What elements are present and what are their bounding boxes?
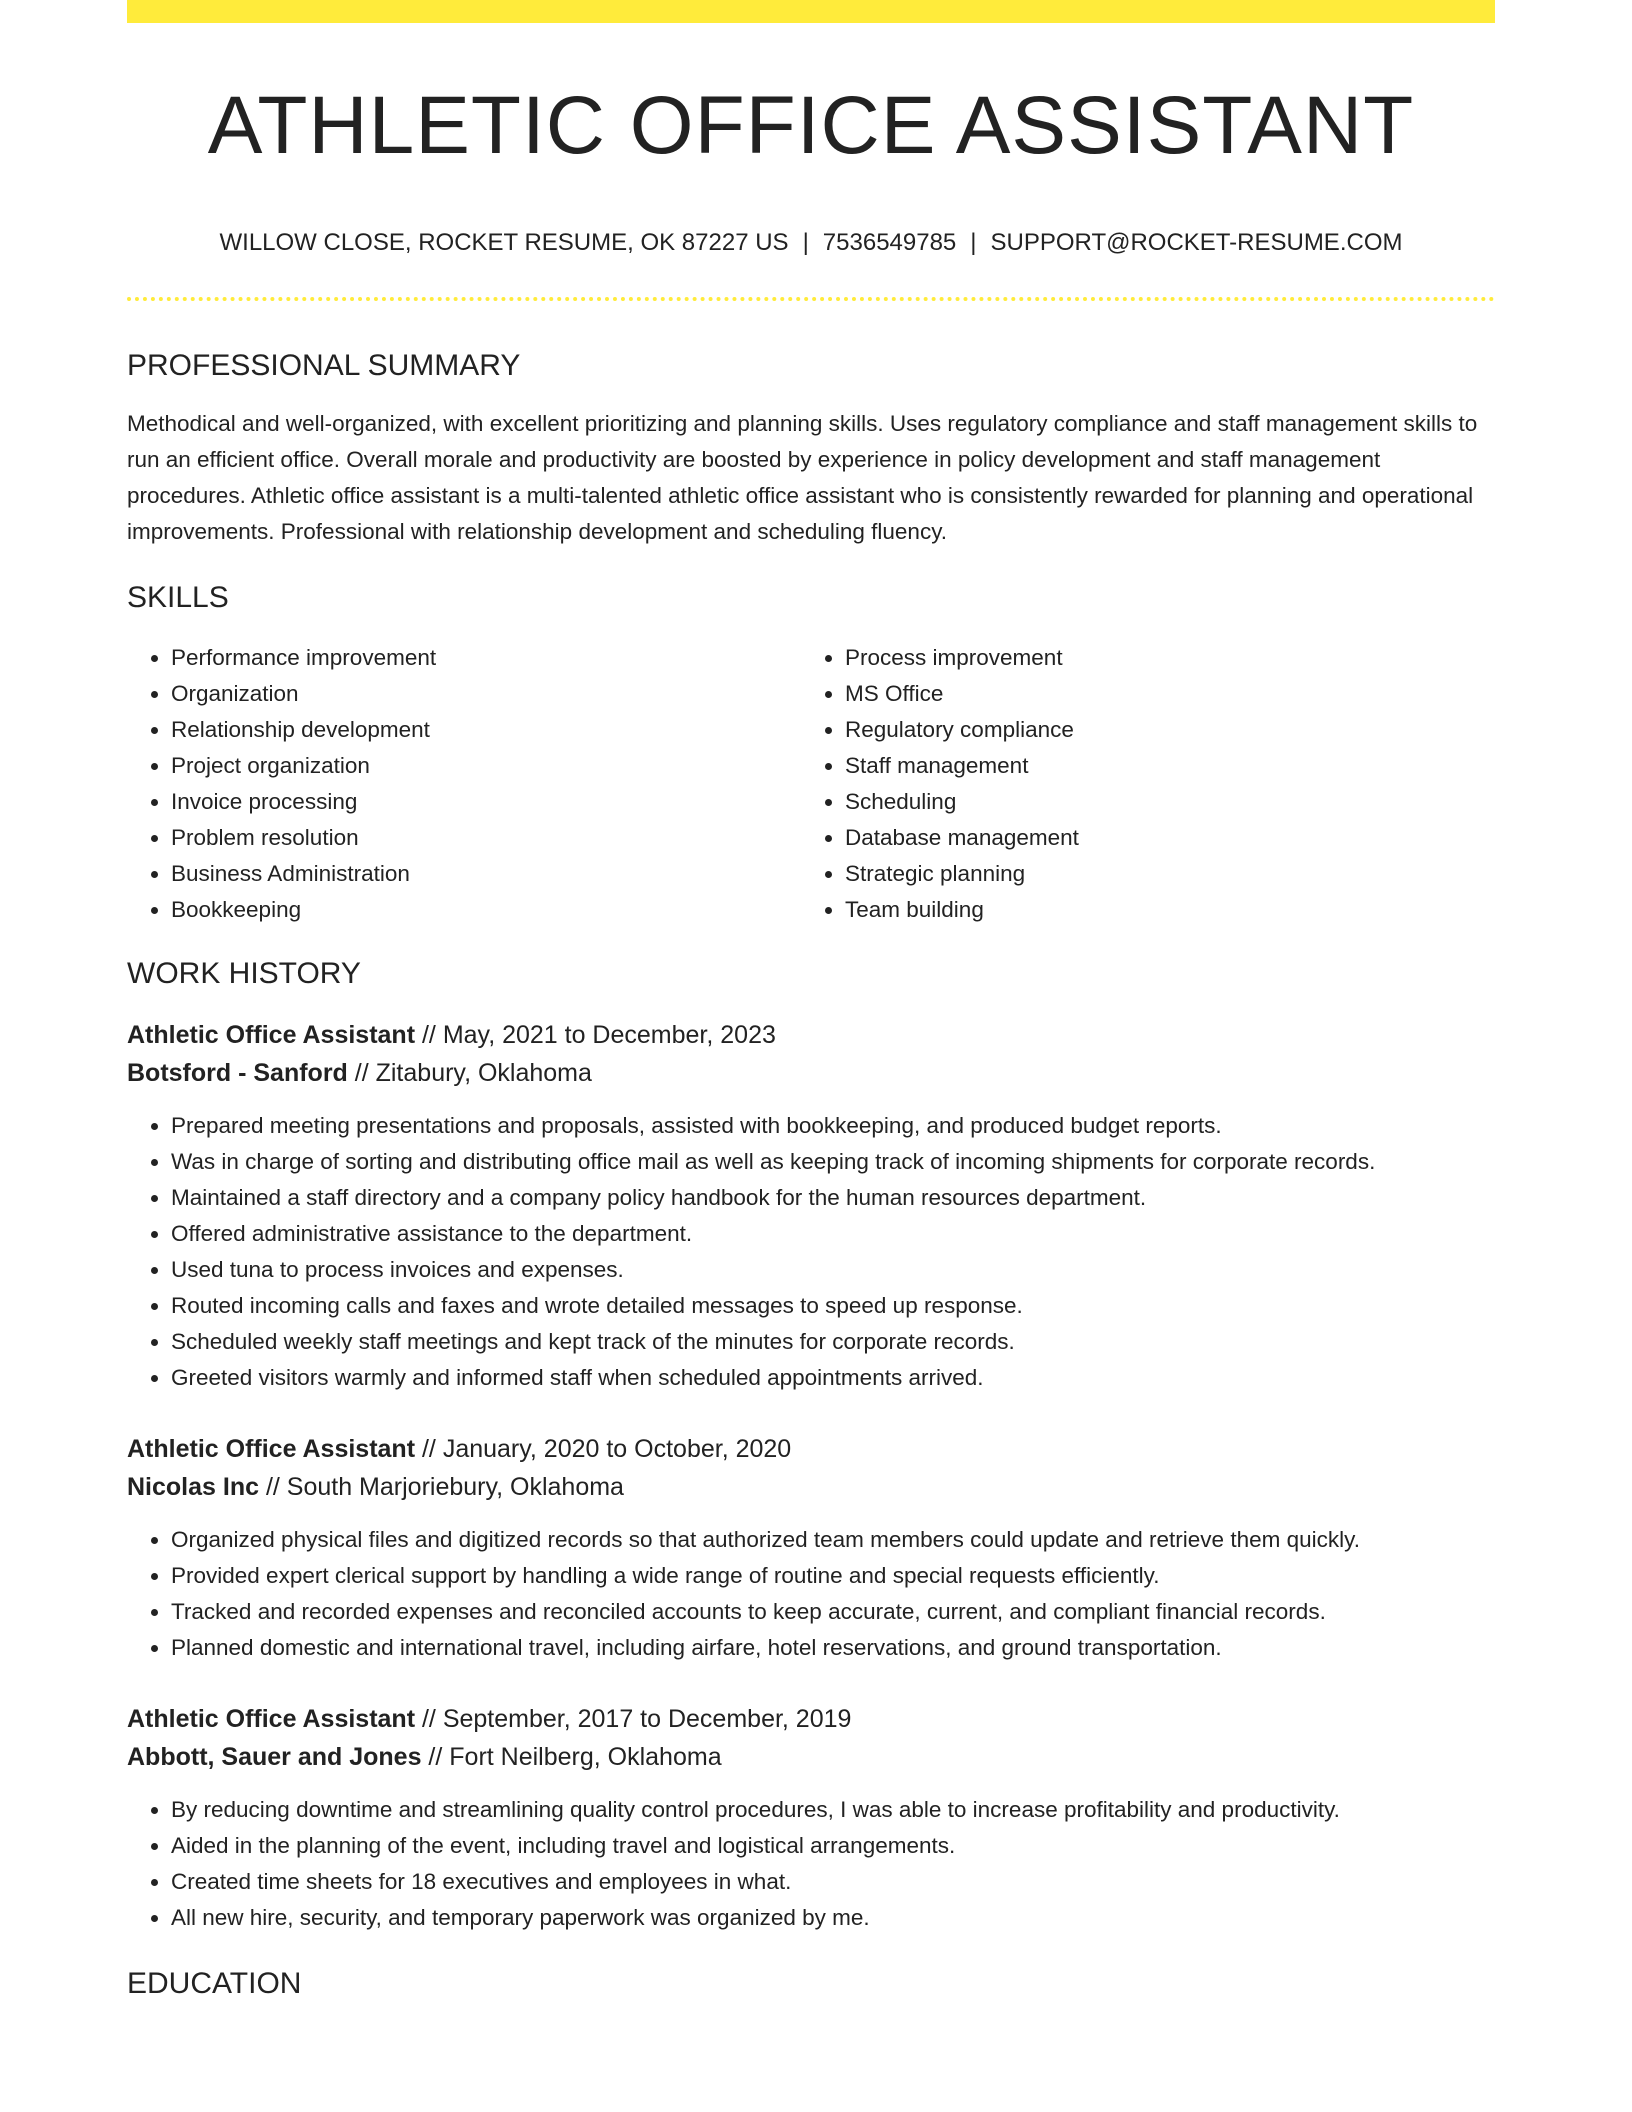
skill-item: • Team building [845, 892, 1475, 928]
skill-item: • Staff management [845, 748, 1475, 784]
summary-text: Methodical and well-organized, with excellent prioritizing and planning skills. Uses regulatory compliance and staff management skills to run an efficient office. Overall morale and productivity are boosted by experience in policy development and staff management procedures. Athletic office assistant is a multi-talented athletic office assistant who is consistently rewarded for planning and operational improvements. Professional with relationship development and scheduling fluency. [127, 411, 1478, 544]
contact-email: SUPPORT@ROCKET-RESUME.COM [990, 229, 1403, 256]
contact-separator: | [970, 229, 977, 256]
skills-right-list [801, 640, 1475, 928]
top-accent-bar [127, 0, 1495, 23]
resume-name: ATHLETIC OFFICE ASSISTANT [207, 80, 1415, 171]
job-dates: // May, 2021 to December, 2023 [415, 1021, 776, 1049]
skill-item: • Organization [171, 676, 801, 712]
skill-item: • Regulatory compliance [845, 712, 1475, 748]
skill-item: • Database management [845, 820, 1475, 856]
job-bullet: • Aided in the planning of the event, including travel and logistical arrangements. [171, 1828, 1495, 1864]
job-bullet: • Maintained a staff directory and a company policy handbook for the human resources department. [171, 1180, 1495, 1216]
skill-item: • Relationship development [171, 712, 801, 748]
skills-heading: SKILLS [127, 581, 229, 614]
job-bullet: • Used tuna to process invoices and expenses. [171, 1252, 1495, 1288]
skill-item: • MS Office [845, 676, 1475, 712]
job-bullets [127, 1792, 1495, 1936]
contact-address: WILLOW CLOSE, ROCKET RESUME, OK 87227 US [219, 229, 789, 256]
job-bullet: • Was in charge of sorting and distributing office mail as well as keeping track of incoming shipments for corporate records. [171, 1144, 1495, 1180]
job-title-line [127, 1700, 1495, 1738]
job-bullet: • Created time sheets for 18 executives and employees in what. [171, 1864, 1495, 1900]
job-title: Athletic Office Assistant [127, 1435, 416, 1463]
job-bullet: • Greeted visitors warmly and informed staff when scheduled appointments arrived. [171, 1360, 1495, 1396]
job-bullets [127, 1522, 1495, 1666]
job-title: Athletic Office Assistant [127, 1705, 416, 1733]
job-company-line [127, 1054, 1495, 1092]
summary-heading: PROFESSIONAL SUMMARY [127, 349, 521, 382]
job-bullet: • Offered administrative assistance to the department. [171, 1216, 1495, 1252]
job-bullet: • Prepared meeting presentations and proposals, assisted with bookkeeping, and produced budget reports. [171, 1108, 1495, 1144]
skills-left-list [127, 640, 801, 928]
job-dates: // September, 2017 to December, 2019 [415, 1705, 852, 1733]
job-bullet: • Routed incoming calls and faxes and wrote detailed messages to speed up response. [171, 1288, 1495, 1324]
job-bullet: • By reducing downtime and streamlining quality control procedures, I was able to increase profitability and productivity. [171, 1792, 1495, 1828]
job-title: Athletic Office Assistant [127, 1021, 416, 1049]
skill-item: • Scheduling [845, 784, 1475, 820]
job-company: Nicolas Inc [127, 1473, 259, 1501]
skill-item: • Performance improvement [171, 640, 801, 676]
skill-item: • Invoice processing [171, 784, 801, 820]
skills-grid [127, 640, 1495, 928]
work-history-heading: WORK HISTORY [127, 957, 361, 990]
job-bullet: • Scheduled weekly staff meetings and kept track of the minutes for corporate records. [171, 1324, 1495, 1360]
job-dates: // January, 2020 to October, 2020 [415, 1435, 792, 1463]
job-title-line [127, 1430, 1495, 1468]
job-bullets [127, 1108, 1495, 1396]
job-entry [127, 1016, 1495, 1396]
job-location: // South Marjoriebury, Oklahoma [259, 1473, 624, 1501]
dotted-divider [127, 297, 1495, 301]
contact-phone: 7536549785 [822, 229, 957, 256]
job-bullet: • All new hire, security, and temporary paperwork was organized by me. [171, 1900, 1495, 1936]
job-location: // Zitabury, Oklahoma [347, 1059, 592, 1087]
skill-item: • Bookkeeping [171, 892, 801, 928]
skill-item: • Business Administration [171, 856, 801, 892]
skill-item: • Project organization [171, 748, 801, 784]
job-location: // Fort Neilberg, Oklahoma [421, 1743, 722, 1771]
skill-item: • Process improvement [845, 640, 1475, 676]
skill-item: • Strategic planning [845, 856, 1475, 892]
job-company-line [127, 1738, 1495, 1776]
contact-separator: | [802, 229, 809, 256]
job-title-line [127, 1016, 1495, 1054]
job-company: Botsford - Sanford [127, 1059, 348, 1087]
job-entry [127, 1700, 1495, 1936]
job-company: Abbott, Sauer and Jones [127, 1743, 422, 1771]
job-bullet: • Organized physical files and digitized records so that authorized team members could update and retrieve them quickly. [171, 1522, 1495, 1558]
job-bullet: • Provided expert clerical support by handling a wide range of routine and special requests efficiently. [171, 1558, 1495, 1594]
job-bullet: • Tracked and recorded expenses and reconciled accounts to keep accurate, current, and compliant financial records. [171, 1594, 1495, 1630]
education-heading: EDUCATION [127, 1967, 302, 2000]
skill-item: • Problem resolution [171, 820, 801, 856]
job-entry [127, 1430, 1495, 1666]
job-bullet: • Planned domestic and international travel, including airfare, hotel reservations, and ground transportation. [171, 1630, 1495, 1666]
job-company-line [127, 1468, 1495, 1506]
contact-line [127, 231, 1495, 255]
resume-page [127, 0, 1495, 2002]
